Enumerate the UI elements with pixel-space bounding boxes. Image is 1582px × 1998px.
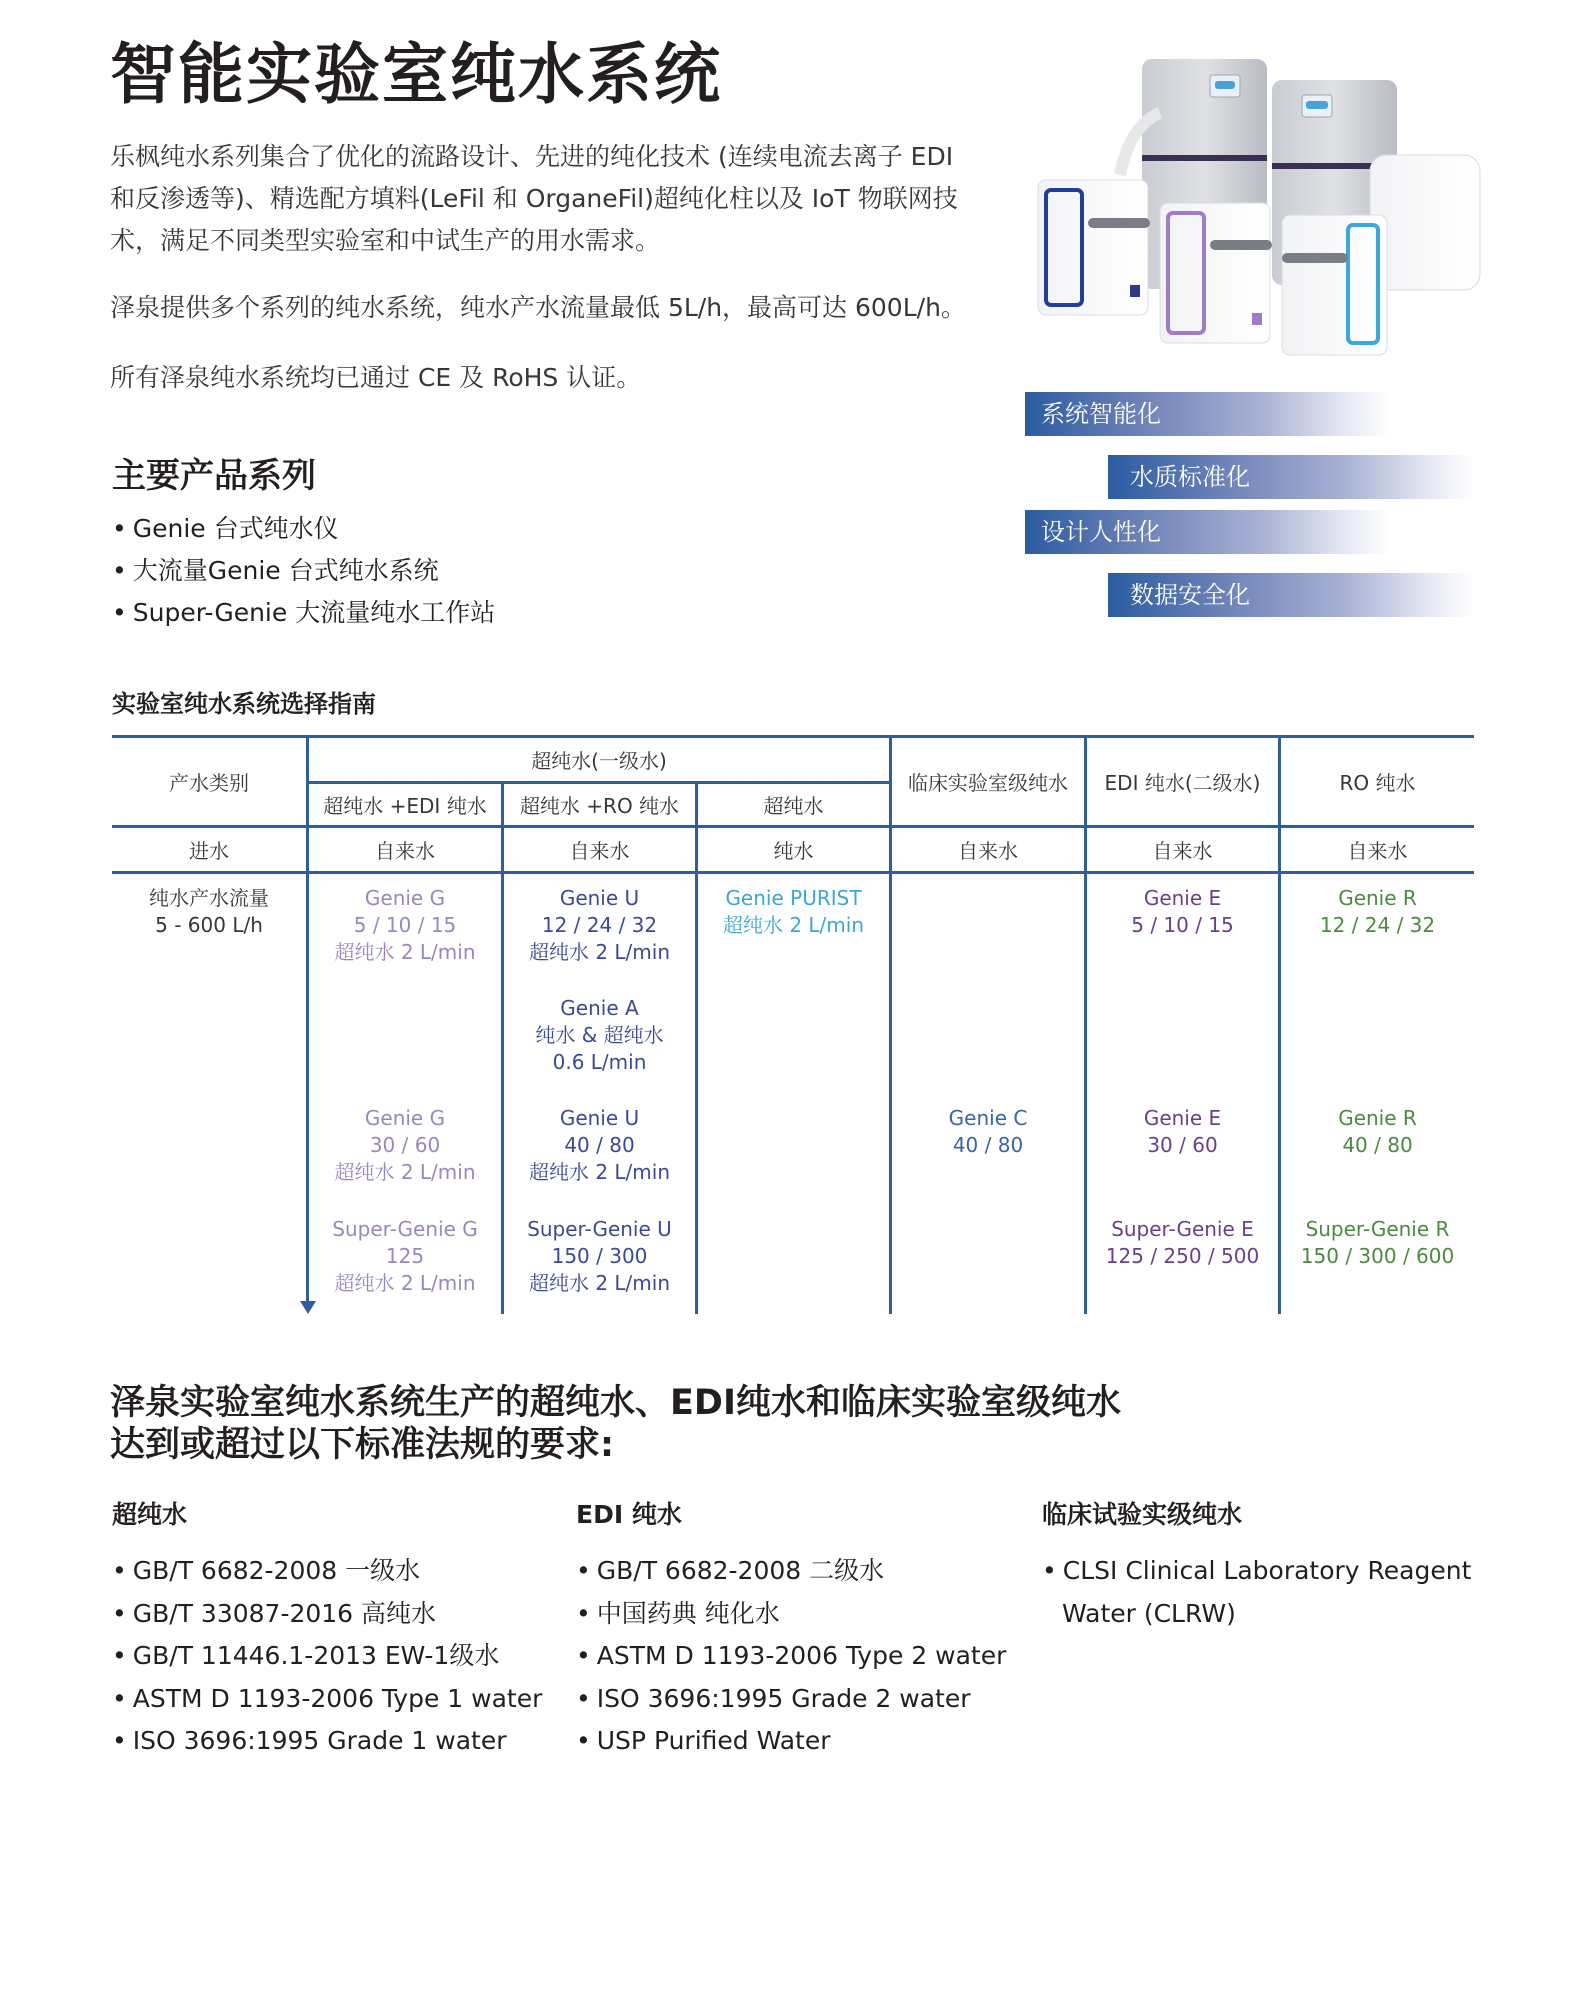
list-item: • Super-Genie 大流量纯水工作站	[112, 592, 495, 634]
product-name: Genie G	[364, 886, 446, 910]
list-item: • ASTM D 1193-2006 Type 1 water	[112, 1683, 543, 1713]
product-name: Super-Genie U	[527, 1217, 672, 1241]
row-label-category: 产水类别	[169, 771, 249, 795]
product-genie-r-large	[1281, 1105, 1474, 1159]
intro-line: 乐枫纯水系列集合了优化的流路设计、先进的纯化技术 (连续电流去离子 EDI	[110, 142, 954, 171]
product-spec: 超纯水 2 L/min	[334, 1271, 476, 1295]
product-name: Genie E	[1143, 1106, 1222, 1130]
feed-value: 自来水	[958, 839, 1018, 863]
standards-column-ultrapure	[112, 1498, 542, 1763]
flow-range: 5 - 600 L/h	[155, 913, 263, 937]
table-rule	[112, 871, 1474, 874]
product-series-list	[112, 508, 495, 634]
product-flow: 30 / 60	[369, 1133, 441, 1157]
standards-column-clinical	[1042, 1498, 1471, 1635]
product-flow: 30 / 60	[1147, 1133, 1218, 1157]
product-flow: 12 / 24 / 32	[1319, 913, 1436, 937]
feed-value: 自来水	[569, 839, 630, 863]
arrow-down-icon	[300, 1301, 316, 1314]
column-header: 超纯水	[763, 794, 824, 818]
product-flow: 125 / 250 / 500	[1105, 1244, 1260, 1268]
product-flow: 40 / 80	[564, 1133, 635, 1157]
product-spec: 0.6 L/min	[552, 1050, 647, 1074]
product-super-genie-g	[309, 1216, 501, 1297]
intro-line: 和反渗透等)、精选配方填料(LeFil 和 OrganeFil)超纯化柱以及 IoT 物联网技	[110, 184, 958, 213]
product-genie-e-small	[1087, 885, 1278, 939]
product-flow: 12 / 24 / 32	[541, 913, 658, 937]
feed-value: 自来水	[1152, 839, 1213, 863]
list-item: • ISO 3696:1995 Grade 2 water	[576, 1683, 971, 1713]
feed-value: 纯水	[773, 839, 814, 863]
product-spec: 超纯水 2 L/min	[528, 1160, 671, 1184]
flow-label: 纯水产水流量	[149, 886, 269, 910]
product-name: Super-Genie G	[332, 1217, 478, 1241]
list-item: • USP Purified Water	[576, 1726, 831, 1755]
product-flow: 40 / 80	[952, 1133, 1024, 1157]
standards-heading-line: 泽泉实验室纯水系统生产的超纯水、EDI纯水和临床实验室级纯水	[110, 1383, 1121, 1423]
product-name: Genie R	[1338, 886, 1417, 910]
product-genie-g-small	[309, 885, 501, 966]
standards-heading-line: 达到或超过以下标准法规的要求:	[110, 1425, 614, 1465]
product-spec: 超纯水 2 L/min	[334, 1160, 476, 1184]
product-super-genie-e	[1087, 1216, 1278, 1270]
intro-paragraph-2: 泽泉提供多个系列的纯水系统，纯水产水流量最低 5L/h，最高可达 600L/h。	[110, 293, 966, 322]
product-flow: 纯水 & 超纯水	[535, 1023, 664, 1047]
list-item: • GB/T 33087-2016 高纯水	[112, 1598, 437, 1628]
feature-banner-smart: 系统智能化	[1025, 392, 1390, 436]
list-item: • GB/T 6682-2008 二级水	[576, 1556, 885, 1585]
product-name: Super-Genie E	[1111, 1217, 1254, 1241]
product-genie-u-small	[504, 885, 695, 966]
product-name: Genie E	[1143, 886, 1222, 910]
product-name: Genie R	[1338, 1106, 1417, 1130]
feature-banner-design: 设计人性化	[1025, 510, 1390, 554]
column-header: 超纯水 +RO 纯水	[519, 794, 680, 818]
row-label-flow	[112, 885, 306, 939]
product-photo	[1020, 55, 1485, 370]
standards-column-edi	[576, 1498, 1006, 1763]
feature-banner-standard: 水质标准化	[1108, 455, 1474, 499]
feed-value: 自来水	[1347, 839, 1408, 863]
list-item: • ISO 3696:1995 Grade 1 water	[112, 1726, 507, 1755]
product-super-genie-r	[1281, 1216, 1474, 1270]
selection-guide-table	[112, 735, 1474, 1315]
intro-line: 术，满足不同类型实验室和中试生产的用水需求。	[110, 226, 661, 255]
row-label-feed: 进水	[189, 839, 229, 863]
product-flow: 40 / 80	[1342, 1133, 1413, 1157]
product-genie-e-large	[1087, 1105, 1278, 1159]
column-header: EDI 纯水(二级水)	[1104, 771, 1261, 795]
standards-column-title: 超纯水	[112, 1500, 188, 1529]
list-item: • Genie 台式纯水仪	[112, 508, 495, 550]
product-flow: 150 / 300	[551, 1244, 648, 1268]
group-header-ultrapure: 超纯水(一级水)	[531, 749, 667, 773]
list-item: • 大流量Genie 台式纯水系统	[112, 550, 495, 592]
product-genie-u-large	[504, 1105, 695, 1186]
product-genie-r-small	[1281, 885, 1474, 939]
product-flow: 5 / 10 / 15	[1131, 913, 1234, 937]
column-header: RO 纯水	[1339, 771, 1416, 795]
list-item: • GB/T 6682-2008 一级水	[112, 1556, 421, 1585]
product-name: Genie PURIST	[725, 886, 862, 910]
standards-column-title: EDI 纯水	[576, 1500, 682, 1529]
product-genie-g-large	[309, 1105, 501, 1186]
product-spec: 超纯水 2 L/min	[528, 940, 671, 964]
product-spec: 超纯水 2 L/min	[722, 913, 865, 937]
product-name: Super-Genie R	[1305, 1217, 1450, 1241]
product-series-heading: 主要产品系列	[112, 456, 316, 496]
product-spec: 超纯水 2 L/min	[334, 940, 476, 964]
water-systems-illustration-icon	[1020, 55, 1485, 370]
product-name: Genie U	[559, 886, 640, 910]
feature-banner-security: 数据安全化	[1108, 573, 1474, 617]
product-name: Genie U	[559, 1106, 640, 1130]
product-genie-purist	[698, 885, 889, 939]
product-super-genie-u	[504, 1216, 695, 1297]
product-flow: 150 / 300 / 600	[1300, 1244, 1455, 1268]
list-item: • CLSI Clinical Laboratory Reagent Water (CLRW)	[1042, 1556, 1472, 1628]
page-title: 智能实验室纯水系统	[110, 36, 722, 113]
product-name: Genie A	[560, 996, 639, 1020]
product-spec: 超纯水 2 L/min	[528, 1271, 671, 1295]
feed-value: 自来水	[375, 839, 435, 863]
intro-paragraph-3: 所有泽泉纯水系统均已通过 CE 及 RoHS 认证。	[110, 363, 642, 392]
column-header: 超纯水 +EDI 纯水	[323, 794, 487, 818]
product-name: Genie C	[948, 1106, 1028, 1130]
selection-guide-heading: 实验室纯水系统选择指南	[112, 690, 376, 718]
column-header: 临床实验室级纯水	[908, 771, 1068, 795]
list-item: • GB/T 11446.1-2013 EW-1级水	[112, 1641, 500, 1670]
product-genie-c	[892, 1105, 1084, 1159]
product-genie-a	[504, 995, 695, 1076]
product-flow: 125	[385, 1244, 425, 1268]
standards-heading	[110, 1382, 1121, 1466]
product-flow: 5 / 10 / 15	[353, 913, 457, 937]
intro-paragraph-1	[110, 136, 1010, 262]
list-item: • ASTM D 1193-2006 Type 2 water	[576, 1641, 1007, 1670]
product-name: Genie G	[364, 1106, 446, 1130]
list-item: • 中国药典 纯化水	[576, 1598, 780, 1628]
standards-column-title: 临床试验实级纯水	[1042, 1500, 1243, 1529]
